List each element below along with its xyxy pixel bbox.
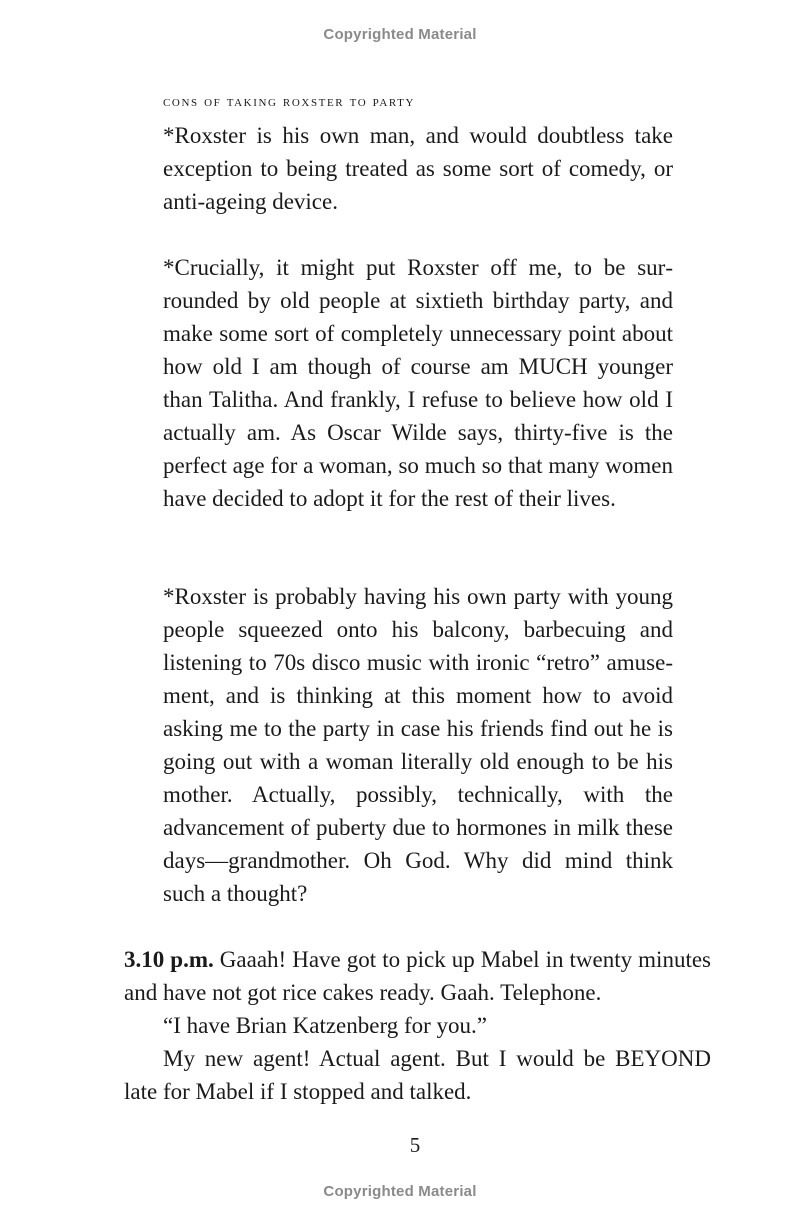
list-item: *Roxster is probably having his own party with young people squeezed onto his balcony, barbecuing and listening to 70s disco music with ironic “retro” amusement, and is thinking at this moment how to avoid asking me to the party in case his friends find out he is going out with a woman literally old enough to be his mother. Actually, possibly, technically, with the advancement of puberty due to hormones in milk these days—grandmother. Oh God. Why did mind think such a thought? bbox=[163, 584, 673, 906]
page-number: 5 bbox=[409, 1133, 421, 1157]
list-item: *Crucially, it might put Roxster off me, to be surrounded by old people at sixtieth birthday party, and make some sort of completely unnecessary point about how old I am though of course am MUCH younger than Talitha. And frankly, I refuse to believe how old I actually am. As Oscar Wilde says, thirty-five is the perfect age for a woman, so much so that many women have decided to adopt it for the rest of their lives. bbox=[163, 255, 673, 511]
entry-time: 3.10 p.m. bbox=[124, 947, 214, 972]
section-heading: cons of taking roxster to party bbox=[163, 94, 416, 110]
copyright-watermark-bottom: Copyrighted Material bbox=[323, 1183, 477, 1200]
diary-entry-paragraph bbox=[124, 943, 711, 1009]
entry-quote: “I have Brian Katzenberg for you.” bbox=[163, 1013, 487, 1038]
entry-closing-paragraph: My new agent! Actual agent. But I would be BEYOND late for Mabel if I stopped and talked. bbox=[124, 1046, 711, 1104]
entry-text: Gaaah! Have got to pick up Mabel in twenty minutes and have not got rice cakes ready. Gaah. Telephone. bbox=[124, 947, 711, 1005]
list-item: *Roxster is his own man, and would doubtless take exception to being treated as some sort of comedy, or anti-ageing device. bbox=[163, 123, 673, 214]
copyright-watermark-top: Copyrighted Material bbox=[323, 26, 477, 43]
